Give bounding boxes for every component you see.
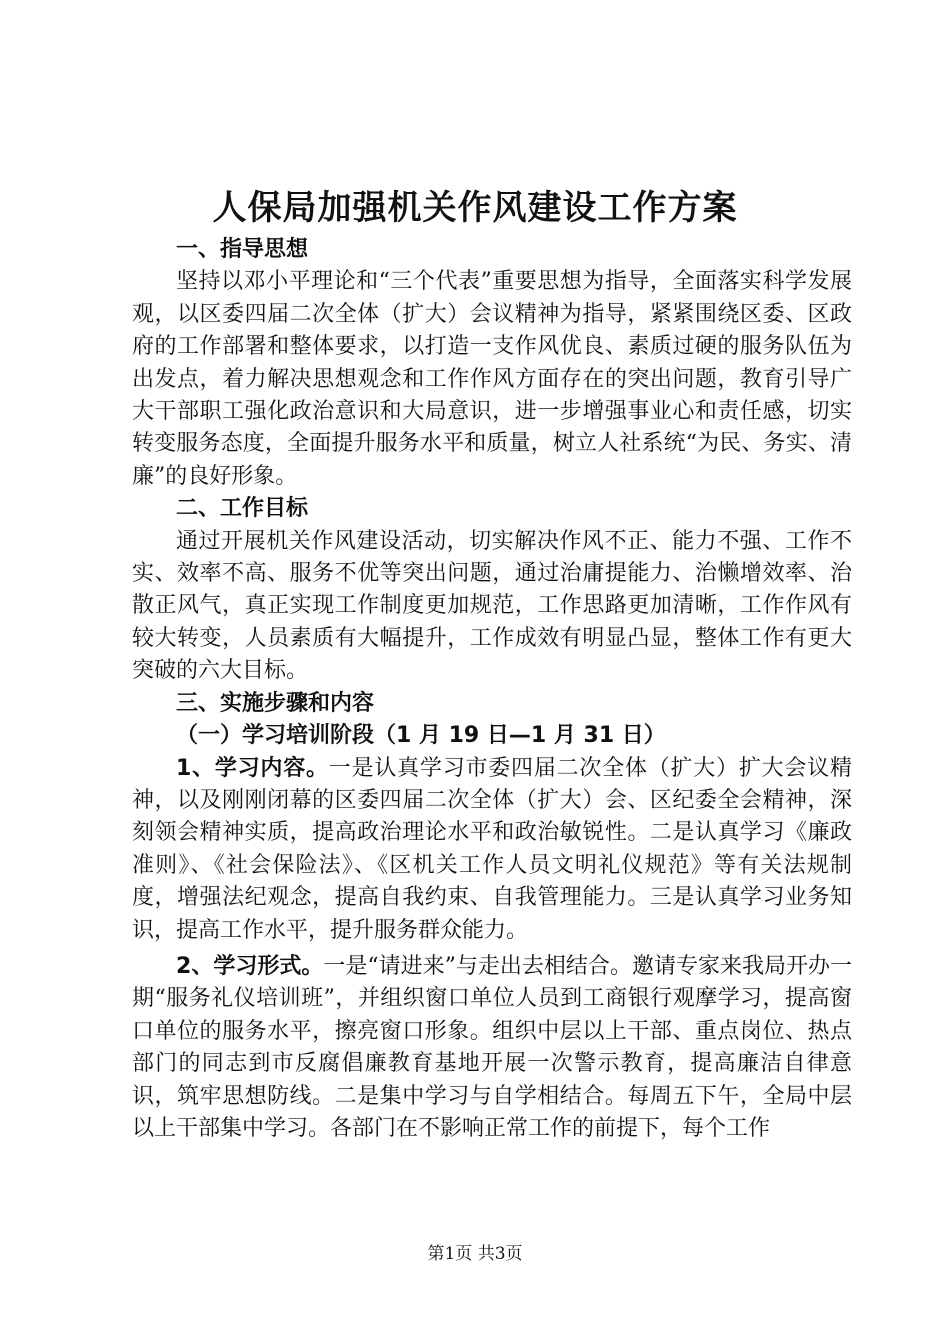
item-text-study-content: 一是认真学习市委四届二次全体（扩大）扩大会议精神，以及刚刚闭幕的区委四届二次全体（扩大）会、区纪委全会精神，深刻领会精神实质，提高政治理论水平和政治敏锐性。二是认真学习《廉政准则》、《社会保险法》、《区机关工作人员文明礼仪规范》等有关法规制度，增强法纪观念，提高自我约束、自我管理能力。三是认真学习业务知识，提高工作水平，提升服务群众能力。 [132,755,852,943]
item-text-study-form: 一是“请进来”与走出去相结合。邀请专家来我局开办一期“服务礼仪培训班”，并组织窗口单位人员到工商银行观摩学习，提高窗口单位的服务水平，擦亮窗口形象。组织中层以上干部、重点岗位、热点部门的同志到市反腐倡廉教育基地开展一次警示教育，提高廉洁自律意识，筑牢思想防线。二是集中学习与自学相结合。每周五下午，全局中层以上干部集中学习。各部门在不影响正常工作的前提下，每个工作 [132,953,853,1141]
page-footer: 第1页 共3页 [427,1244,523,1264]
paragraph-study-form [132,951,852,1145]
subsection-heading-study-phase: （一）学习培训阶段（1 月 19 日—1 月 31 日） [176,723,666,749]
paragraph-study-content [132,753,852,947]
section-heading-work-goals: 二、工作目标 [176,496,309,522]
document-title: 人保局加强机关作风建设工作方案 [212,188,738,228]
document-body [132,234,852,1145]
paragraph-guiding-thought: 坚持以邓小平理论和“三个代表”重要思想为指导，全面落实科学发展观，以区委四届二次全体（扩大）会议精神为指导，紧紧围绕区委、区政府的工作部署和整体要求，以打造一支作风优良、素质过硬的服务队伍为出发点，着力解决思想观念和工作作风方面存在的突出问题，教育引导广大干部职工强化政治意识和大局意识，进一步增强事业心和责任感，切实转变服务态度，全面提升服务水平和质量，树立人社系统“为民、务实、清廉”的良好形象。 [132,269,852,489]
item-lead-study-form: 2、学习形式。 [176,953,324,979]
section-heading-implementation-steps: 三、实施步骤和内容 [176,690,375,716]
paragraph-work-goals: 通过开展机关作风建设活动，切实解决作风不正、能力不强、工作不实、效率不高、服务不优等突出问题，通过治庸提能力、治懒增效率、治散正风气，真正实现工作制度更加规范，工作思路更加清晰，工作作风有较大转变，人员素质有大幅提升，工作成效有明显凸显，整体工作有更大突破的六大目标。 [132,528,852,684]
item-lead-study-content: 1、学习内容。 [176,755,329,781]
section-heading-guiding-thought: 一、指导思想 [176,237,309,262]
